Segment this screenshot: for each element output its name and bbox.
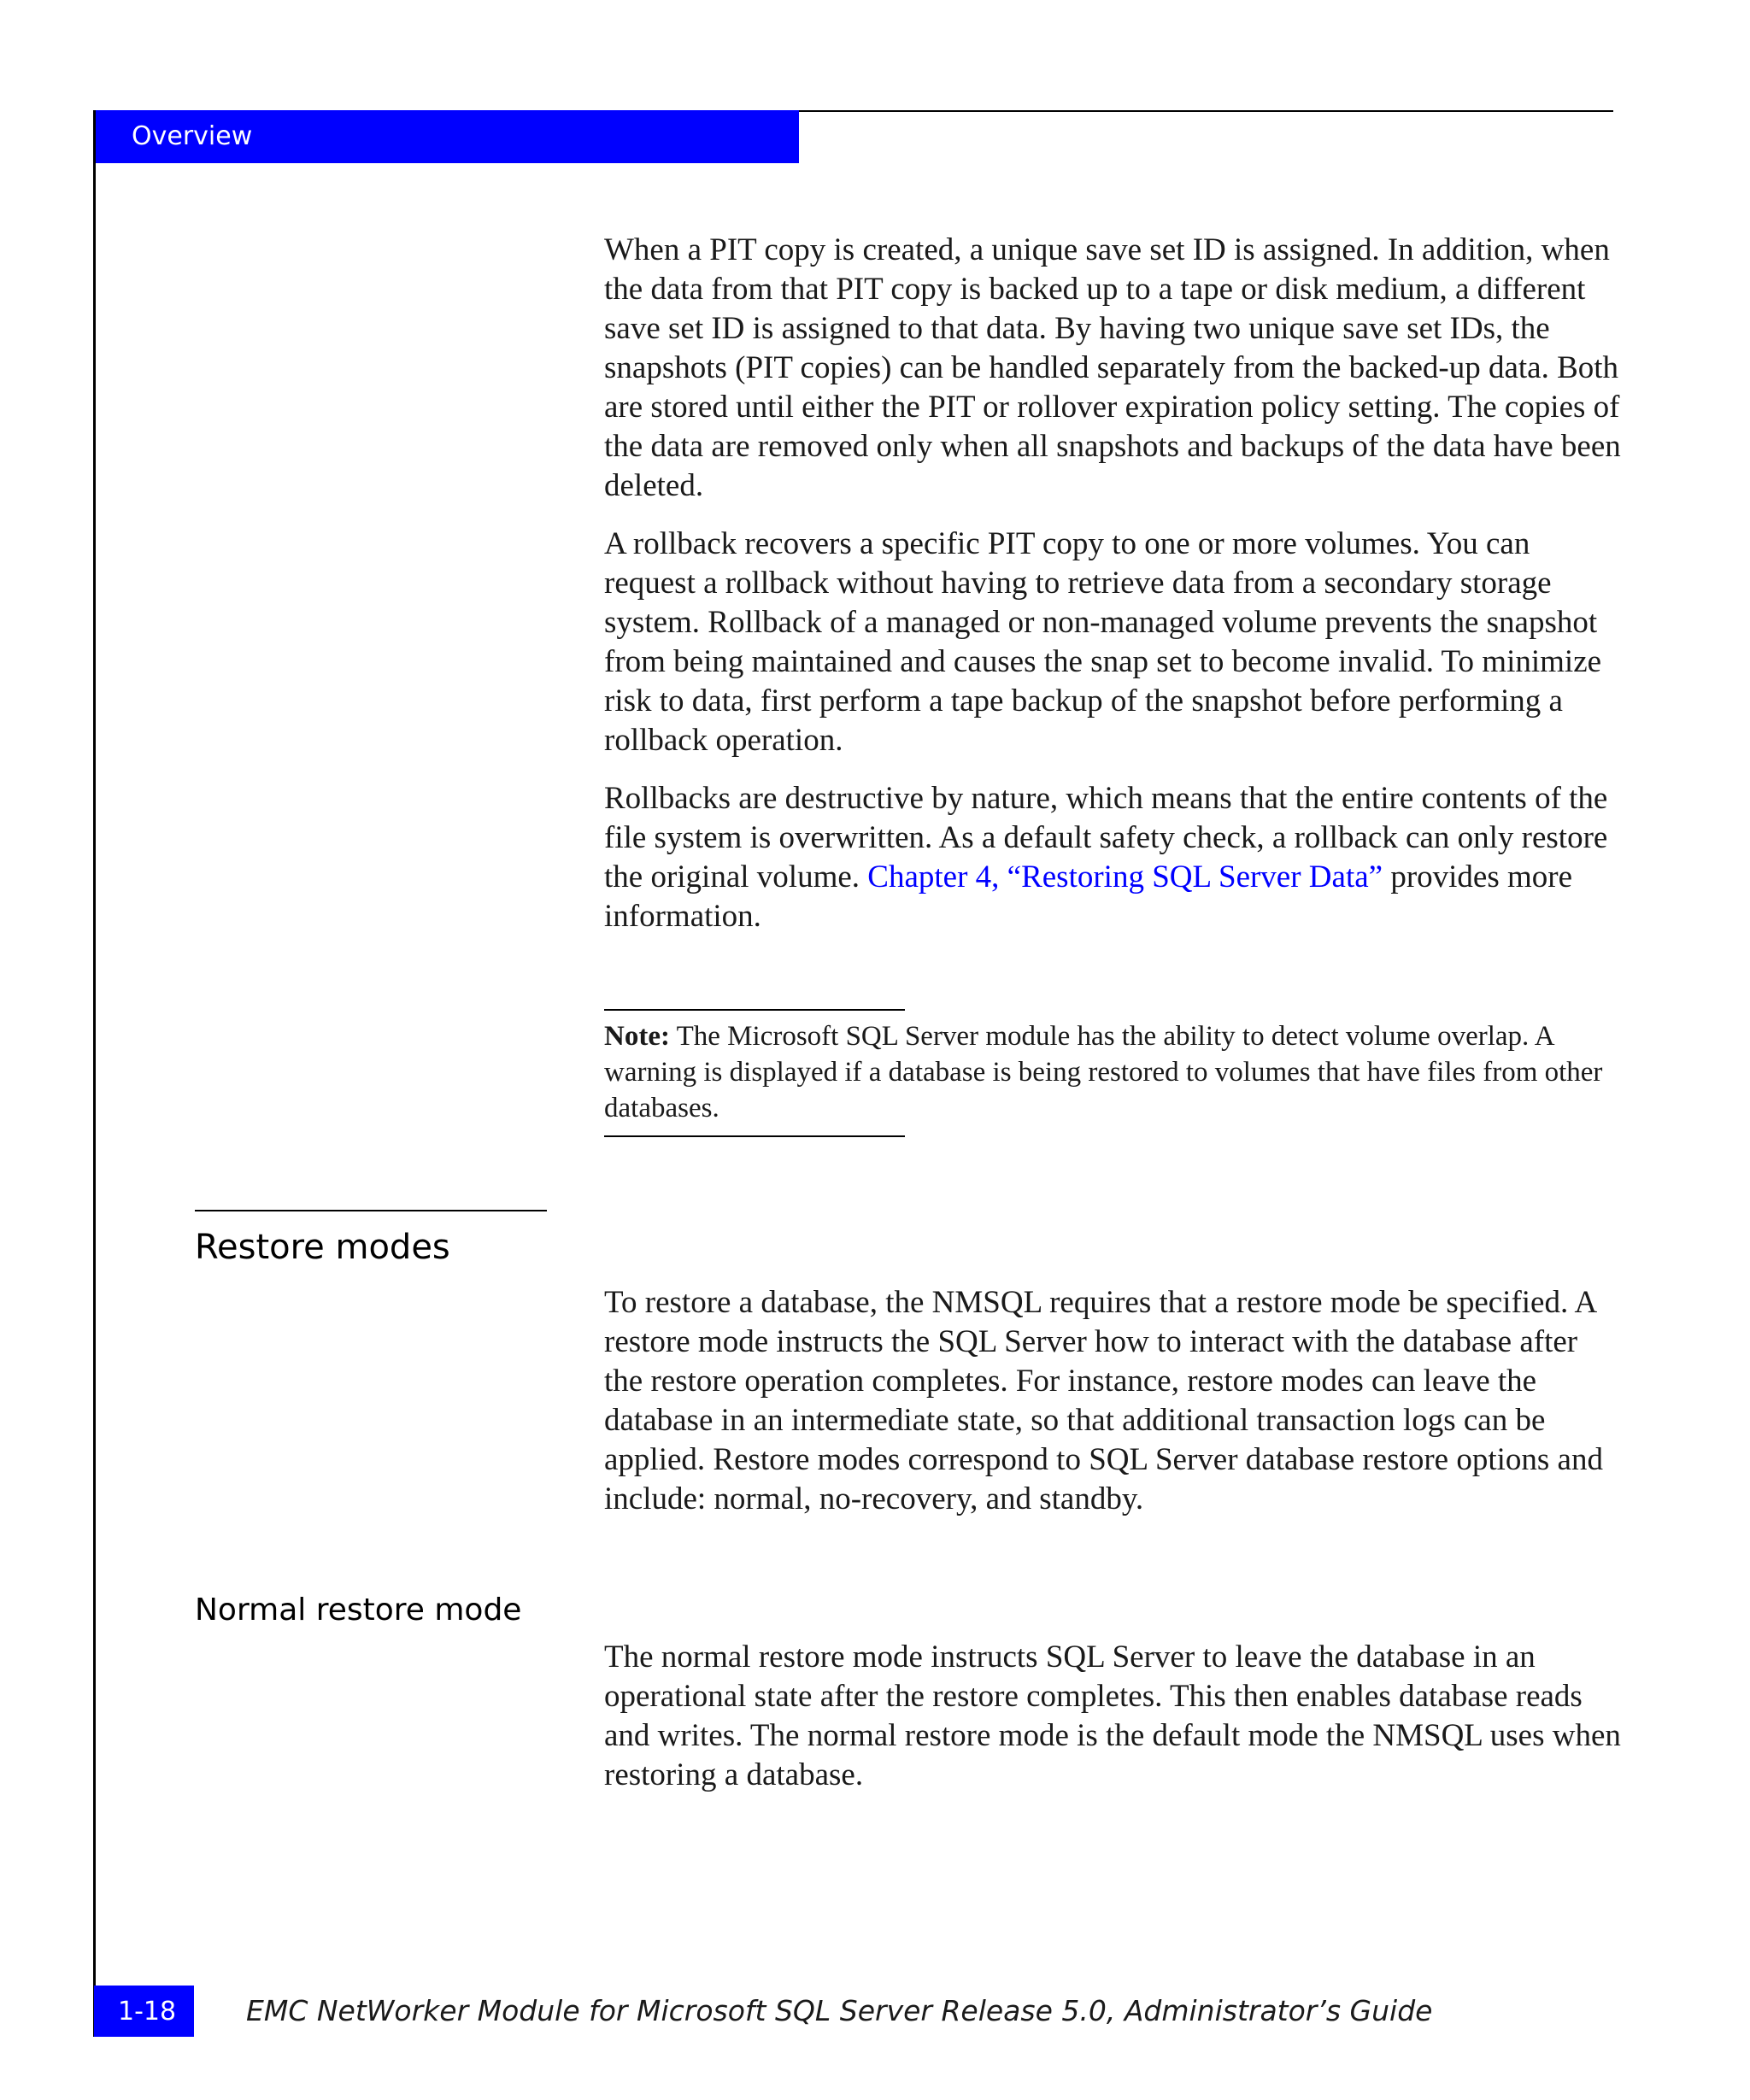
overview-paragraph-3-text: Rollbacks are destructive by nature, which means that the entire contents of the file system is overwritten. As a default safety check, a rollback can only restore the original volume.: [604, 781, 1608, 895]
note-label: Note:: [604, 1021, 670, 1052]
header-rule: [799, 110, 1613, 112]
normal-mode-paragraph: The normal restore mode instructs SQL Server to leave the database in an operational state after the restore completes. This then enables database reads and writes. The normal restore mode is the default mode the NMSQL uses when restoring a database.: [604, 1640, 1621, 1792]
restore-modes-body: [604, 1283, 1621, 1519]
left-margin-rule: [93, 110, 96, 2037]
note-bottom-rule: [604, 1135, 905, 1137]
section-header-label: Overview: [132, 121, 253, 151]
note-block: [604, 1018, 1621, 1126]
overview-paragraph-2: A rollback recovers a specific PIT copy to one or more volumes. You can request a rollback without having to retrieve data from a secondary storage system. Rollback of a managed or non-managed volume prevents the snapshot from being maintained and causes the snap set to become invalid. To minimize risk to data, first perform a tape backup of the snapshot before performing a rollback operation.: [604, 526, 1602, 758]
chapter-4-link[interactable]: Chapter 4, “Restoring SQL Server Data”: [867, 859, 1383, 895]
overview-paragraph-1: When a PIT copy is created, a unique save set ID is assigned. In addition, when the data from that PIT copy is backed up to a tape or disk medium, a different save set ID is assigned to that data. By having two unique save set IDs, the snapshots (PIT copies) can be handled separately from the backed-up data. Both are stored until either the PIT or rollover expiration policy setting. The copies of the data are removed only when all snapshots and backups of the data have been deleted.: [604, 232, 1621, 503]
note-text: The Microsoft SQL Server module has the ability to detect volume overlap. A warning is displayed if a database is being restored to volumes that have files from other databases.: [604, 1021, 1603, 1123]
section-header-tab: [94, 110, 799, 163]
overview-body: [604, 231, 1621, 936]
overview-paragraph-3-tail: provides more information.: [604, 859, 1573, 934]
page-number: 1-18: [118, 1997, 177, 2027]
restore-modes-paragraph: To restore a database, the NMSQL requires that a restore mode be specified. A restore mode instructs the SQL Server how to interact with the database after the restore operation completes. For instance, restore modes can leave the database in an intermediate state, so that additional transaction logs can be applied. Restore modes correspond to SQL Server database restore options and include: normal, no-recovery, and standby.: [604, 1285, 1603, 1516]
heading-normal-restore-mode: Normal restore mode: [195, 1593, 522, 1628]
section-rule: [195, 1210, 547, 1211]
page-number-box: [94, 1986, 194, 2037]
footer-title: EMC NetWorker Module for Microsoft SQL Server Release 5.0, Administrator’s Guide: [246, 1994, 1433, 2027]
normal-mode-body: [604, 1638, 1621, 1795]
overview-paragraph-3: [604, 779, 1621, 936]
heading-restore-modes: Restore modes: [195, 1228, 450, 1267]
note-top-rule: [604, 1009, 905, 1011]
